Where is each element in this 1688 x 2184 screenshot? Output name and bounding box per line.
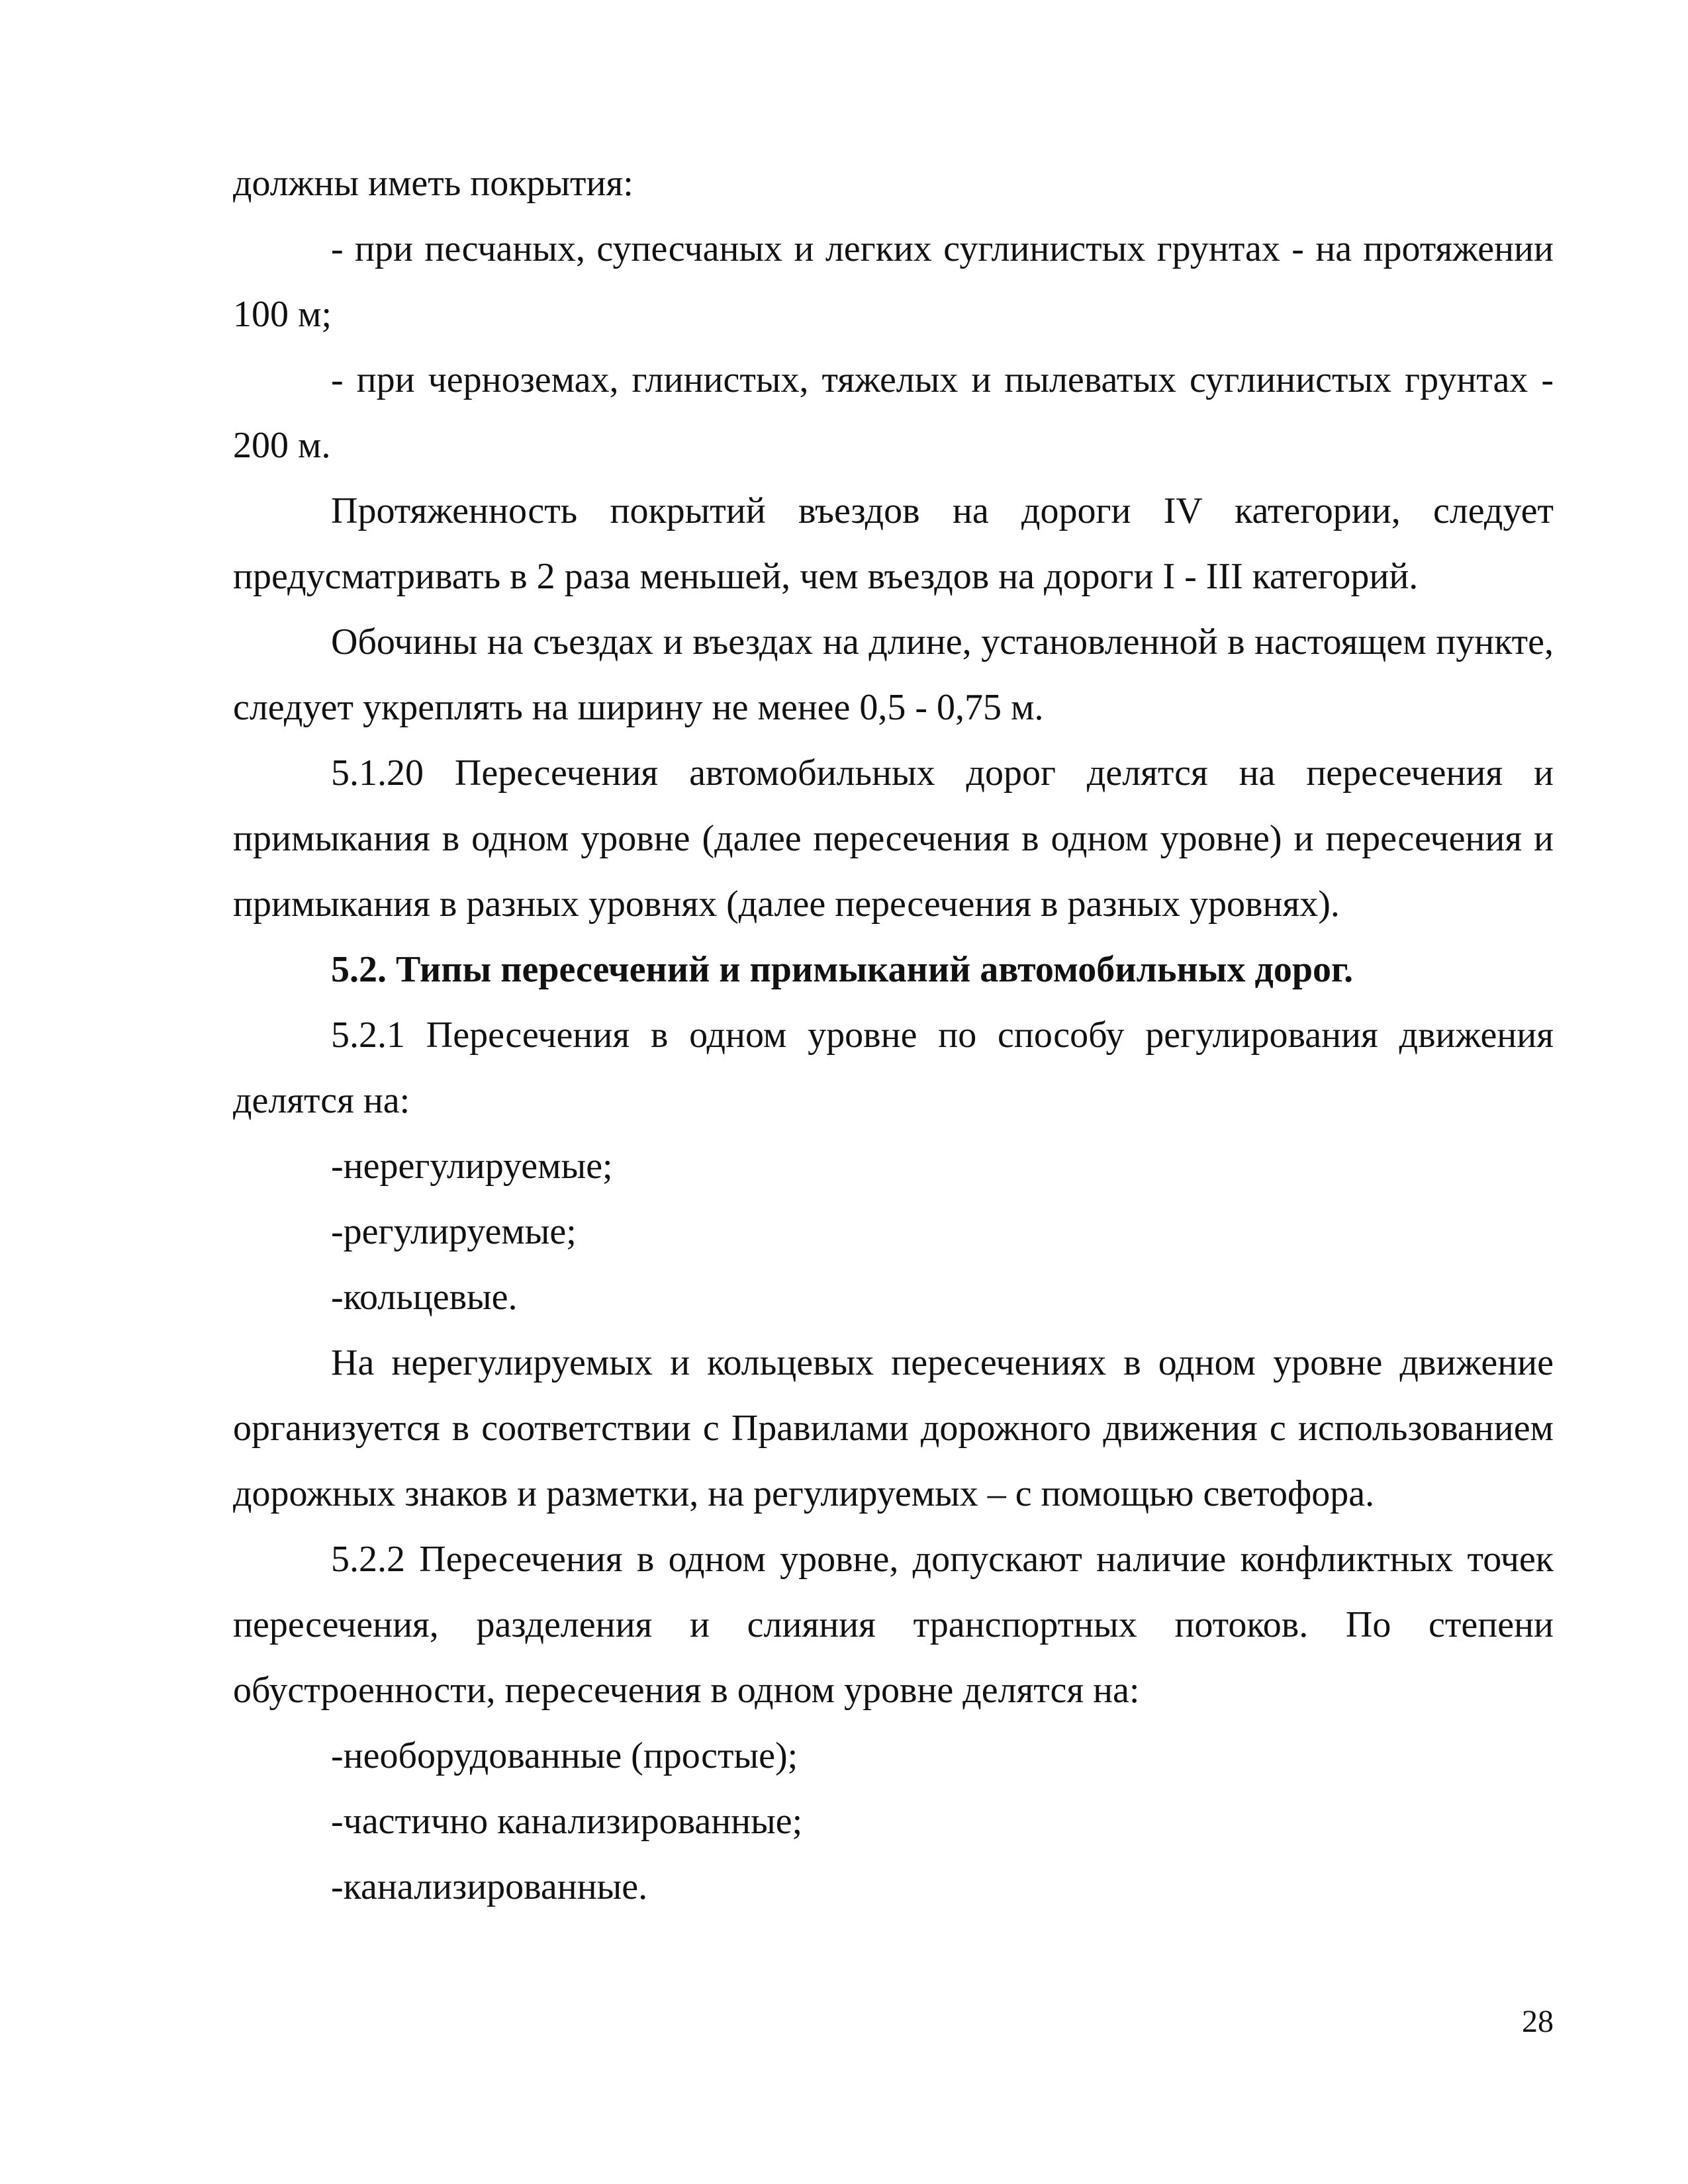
paragraph-shoulders: Обочины на съездах и въездах на длине, установленной в настоящем пункте, следует укреплять на ширину не менее 0,5 - 0,75 м. — [233, 621, 1554, 728]
list-item-unregulated: -нерегулируемые; — [331, 1146, 613, 1187]
paragraph-category-iv: Протяженность покрытий въездов на дороги IV категории, следует предусматривать в 2 раза меньшей, чем въездов на дороги I - III категорий. — [233, 490, 1554, 597]
paragraph-5-2-2: 5.2.2 Пересечения в одном уровне, допускают наличие конфликтных точек пересечения, разделения и слияния транспортных потоков. По степени обустроенности, пересечения в одном уровне делятся на: — [233, 1539, 1554, 1711]
list-item-channelized: -канализированные. — [331, 1866, 648, 1907]
page-number: 28 — [1522, 2004, 1554, 2039]
paragraph-5-2-1: 5.2.1 Пересечения в одном уровне по способу регулирования движения делятся на: — [233, 1015, 1554, 1121]
list-item-regulated: -регулируемые; — [331, 1211, 577, 1252]
document-body — [233, 151, 1554, 1920]
list-item-sandy-soils: - при песчаных, супесчаных и легких суглинистых грунтах - на протяжении 100 м; — [233, 228, 1554, 335]
paragraph-continuation: должны иметь покрытия: — [233, 163, 633, 204]
list-item-partially-channelized: -частично канализированные; — [331, 1801, 803, 1842]
list-item-roundabout: -кольцевые. — [331, 1277, 518, 1318]
list-item-unequipped: -необорудованные (простые); — [331, 1735, 798, 1776]
paragraph-5-1-20: 5.1.20 Пересечения автомобильных дорог делятся на пересечения и примыкания в одном уровне (далее пересечения в одном уровне) и пересечения и примыкания в разных уровнях (далее пересечения в разных уровнях). — [233, 752, 1554, 925]
list-item-chernozem-soils: - при черноземах, глинистых, тяжелых и пылеватых суглинистых грунтах - 200 м. — [233, 359, 1554, 466]
section-heading-5-2: 5.2. Типы пересечений и примыканий автомобильных дорог. — [331, 949, 1354, 990]
paragraph-traffic-organization: На нерегулируемых и кольцевых пересечениях в одном уровне движение организуется в соответствии с Правилами дорожного движения с использованием дорожных знаков и разметки, на регулируемых – с помощью светофора. — [233, 1342, 1554, 1514]
